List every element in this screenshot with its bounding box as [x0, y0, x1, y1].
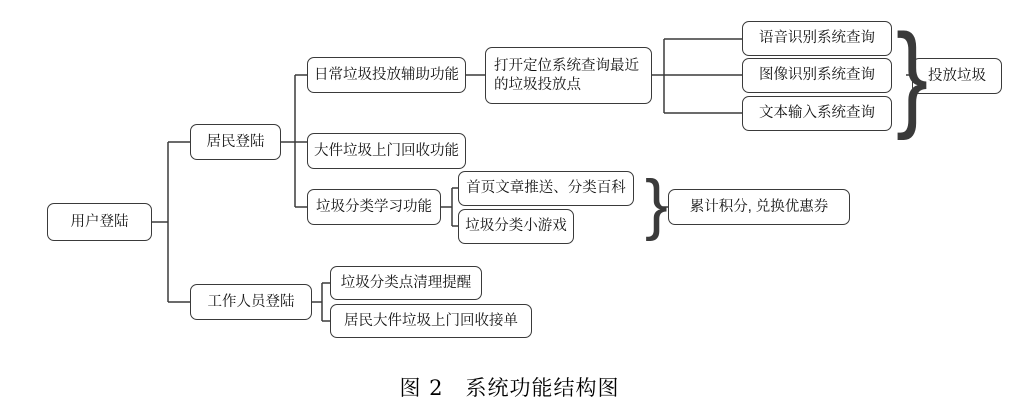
node-points-coupon[interactable]: 累计积分, 兑换优惠券 [668, 189, 850, 225]
node-resident-login[interactable]: 居民登陆 [190, 124, 281, 160]
node-daily-assist[interactable]: 日常垃圾投放辅助功能 [307, 57, 466, 93]
brace-query-group: } [896, 10, 929, 142]
node-learning-function[interactable]: 垃圾分类学习功能 [307, 189, 441, 225]
node-staff-pickup[interactable]: 居民大件垃圾上门回收接单 [330, 304, 532, 338]
node-bulky-recycle[interactable]: 大件垃圾上门回收功能 [307, 133, 466, 169]
node-image-query[interactable]: 图像识别系统查询 [742, 58, 892, 93]
node-staff-login[interactable]: 工作人员登陆 [190, 284, 312, 320]
node-mini-game[interactable]: 垃圾分类小游戏 [458, 209, 574, 244]
node-article-push[interactable]: 首页文章推送、分类百科 [458, 171, 634, 206]
node-root[interactable]: 用户登陆 [47, 203, 152, 241]
brace-learning-group: } [645, 166, 668, 242]
node-throw-trash[interactable]: 投放垃圾 [912, 58, 1002, 94]
node-voice-query[interactable]: 语音识别系统查询 [742, 21, 892, 56]
figure-caption: 图 2 系统功能结构图 [399, 376, 620, 400]
node-locate-query[interactable]: 打开定位系统查询最近的垃圾投放点 [485, 47, 652, 104]
node-cleanup-reminder[interactable]: 垃圾分类点清理提醒 [330, 266, 482, 300]
node-text-query[interactable]: 文本输入系统查询 [742, 96, 892, 131]
